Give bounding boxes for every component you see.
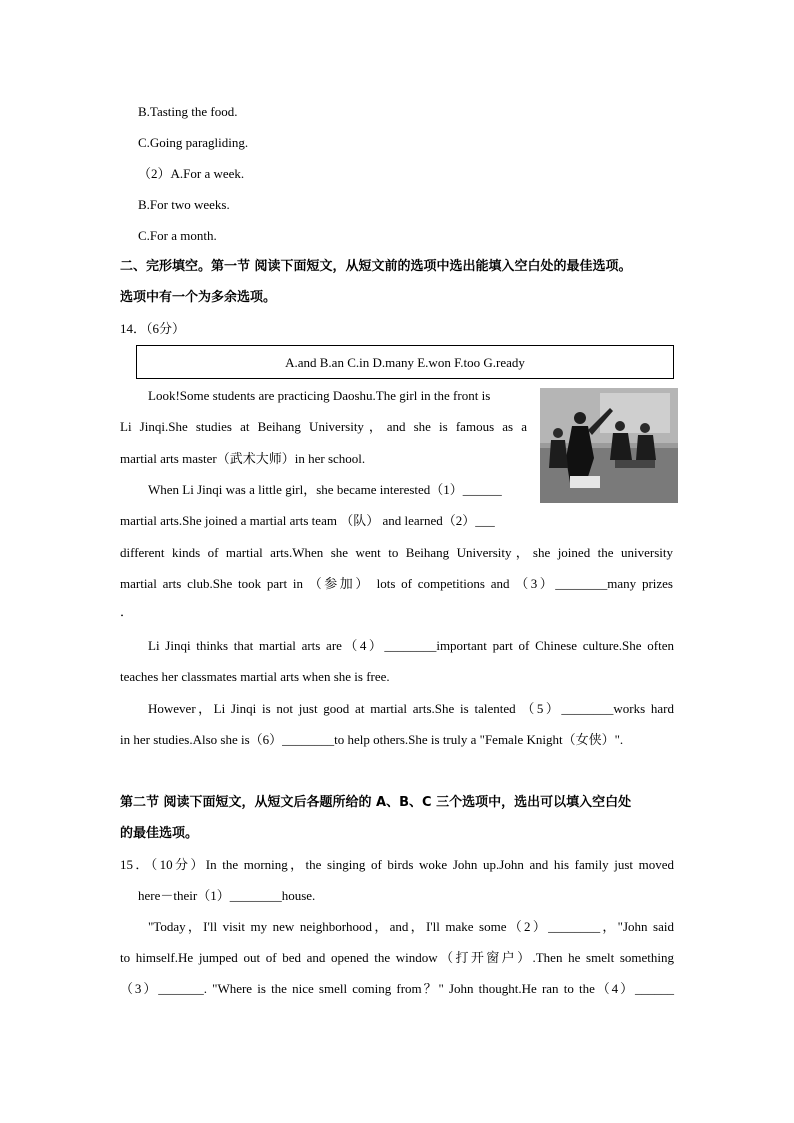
question-15-line: 15．（10分）In the morning，the singing of birds woke John up.John and his family just moved — [120, 857, 674, 872]
passage-line: When Li Jinqi was a little girl，she became interested（1）______ — [148, 482, 502, 497]
section-heading-line2: 选项中有一个为多余选项。 — [120, 290, 277, 305]
question-15-line: （3）_______. "Where is the nice smell coming from？" John thought.He ran to the（4）______ — [120, 981, 674, 996]
option-b-tasting: B.Tasting the food. — [138, 104, 238, 119]
question-15-line: to himself.He jumped out of bed and opened the window（打开窗户）.Then he smelt something — [120, 950, 674, 965]
word-options-box — [136, 345, 674, 379]
option-c-month: C.For a month. — [138, 228, 217, 243]
passage-line: different kinds of martial arts.When she went to Beihang University，she joined the university — [120, 545, 673, 560]
question-14-number: 14．（6分） — [120, 321, 186, 336]
passage-line: Look!Some students are practicing Daoshu.The girl in the front is — [148, 388, 491, 403]
passage-line: martial arts.She joined a martial arts team （队） and learned（2）___ — [120, 513, 495, 528]
section2b-heading-line2: 的最佳选项。 — [120, 826, 199, 841]
passage-line: martial arts master（武术大师）in her school. — [120, 451, 366, 466]
section2b-heading-line1: 第二节 阅读下面短文，从短文后各题所给的 A、B、C 三个选项中，选出可以填入空白处 — [120, 795, 632, 810]
option-c-paragliding: C.Going paragliding. — [138, 135, 249, 150]
martial-arts-photo — [540, 388, 678, 503]
passage-line: ． — [120, 604, 134, 619]
passage-line: teaches her classmates martial arts when she is free. — [120, 669, 390, 684]
question-15-line: here－their（1）________house. — [138, 888, 316, 903]
option-b-two-weeks: B.For two weeks. — [138, 197, 230, 212]
question-15-line: "Today，I'll visit my new neighborhood，and，I'll make some（2）________，"John said — [148, 919, 674, 934]
passage-line: in her studies.Also she is（6）________to help others.She is truly a "Female Knight（女侠）". — [120, 732, 624, 747]
passage-line: martial arts club.She took part in （参加） lots of competitions and （3）________many prizes — [120, 576, 673, 591]
passage-line: Li Jinqi.She studies at Beihang University，and she is famous as a — [120, 419, 527, 434]
section-heading-line1: 二、完形填空。第一节 阅读下面短文，从短文前的选项中选出能填入空白处的最佳选项。 — [120, 259, 632, 274]
option-2a-week: （2）A.For a week. — [138, 166, 245, 181]
word-options-text: A.and B.an C.in D.many E.won F.too G.ready — [285, 355, 525, 370]
passage-line: However，Li Jinqi is not just good at martial arts.She is talented （5）________works hard — [148, 701, 674, 716]
passage-line: Li Jinqi thinks that martial arts are（4）________important part of Chinese culture.She often — [148, 638, 674, 653]
